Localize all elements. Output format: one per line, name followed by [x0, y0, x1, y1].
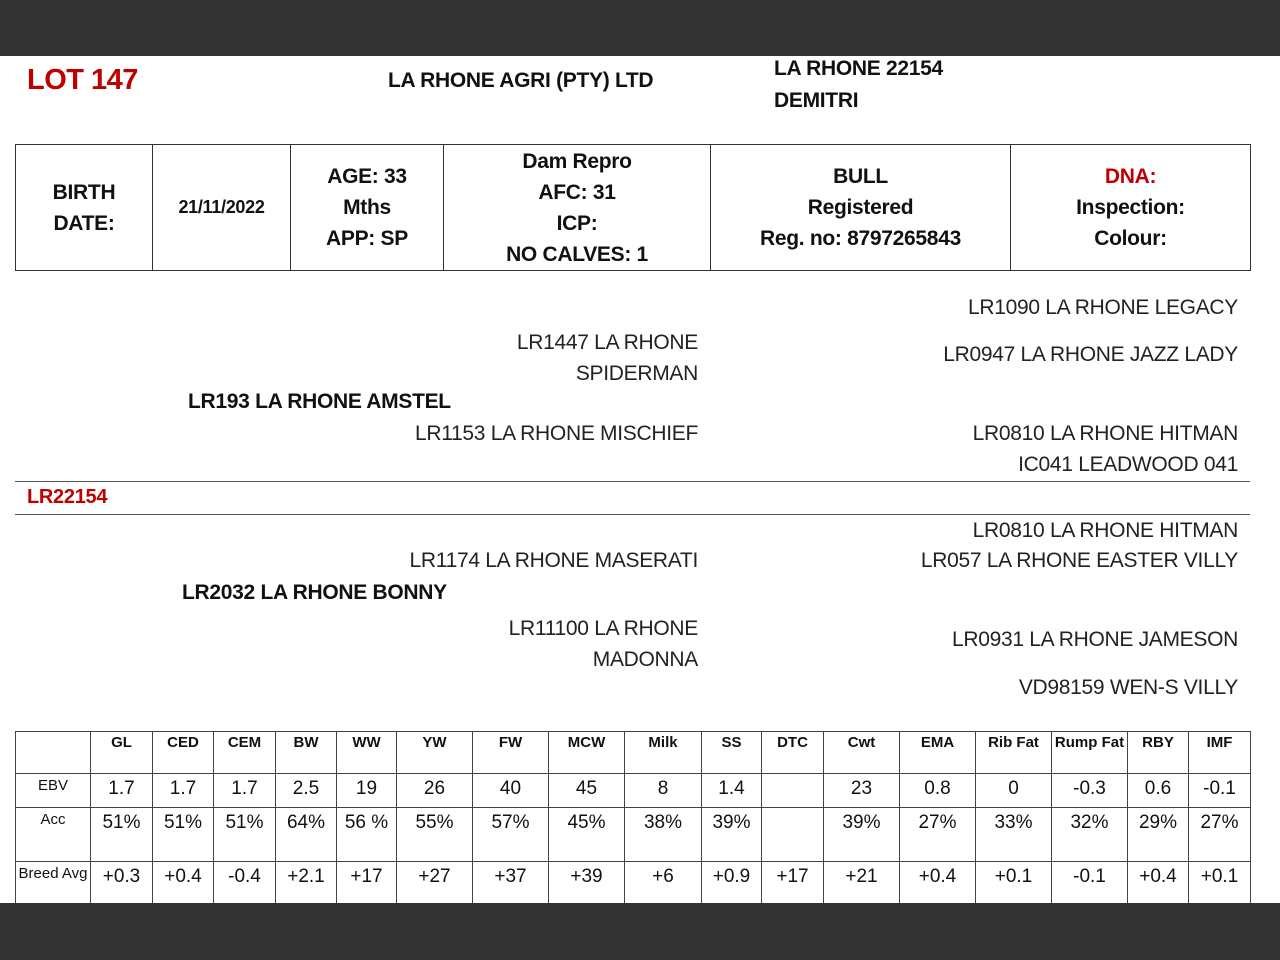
- ebv-value-cell: 38%: [625, 808, 702, 862]
- dam-repro-label: Dam Repro: [522, 149, 632, 173]
- afc-value: AFC: 31: [538, 180, 616, 204]
- ebv-header-cell: BW: [276, 732, 337, 774]
- ebv-header-row: [16, 732, 1251, 774]
- ebv-header-cell: CED: [153, 732, 214, 774]
- no-calves-value: NO CALVES: 1: [506, 242, 648, 266]
- dam-dam-line1: LR11100 LA RHONE: [508, 617, 698, 640]
- pedigree-dam-dam-dam: VD98159 WEN-S VILLY: [1018, 676, 1238, 699]
- ebv-value-cell: 51%: [214, 808, 276, 862]
- ebv-table: [15, 731, 1251, 904]
- ebv-value-cell: -0.1: [1189, 774, 1251, 808]
- pedigree-dam: LR2032 LA RHONE BONNY: [182, 581, 447, 604]
- ebv-value-cell: 27%: [1189, 808, 1251, 862]
- pedigree-dam-dam-sire: LR0931 LA RHONE JAMESON: [951, 628, 1238, 651]
- birth-label-line1: BIRTH: [52, 180, 116, 204]
- animal-name-line2: DEMITRI: [774, 89, 859, 112]
- animal-info-table: [15, 144, 1251, 271]
- ebv-value-cell: 8: [625, 774, 702, 808]
- sire-sire-line1: LR1447 LA RHONE: [516, 331, 698, 354]
- ebv-value-cell: 39%: [824, 808, 900, 862]
- ebv-header-cell: RBY: [1128, 732, 1189, 774]
- app-value: APP: SP: [326, 227, 408, 250]
- ebv-table-row: [16, 774, 1251, 808]
- dna-cell: [1011, 145, 1251, 271]
- ebv-value-cell: 40: [473, 774, 549, 808]
- ebv-value-cell: 1.7: [153, 774, 214, 808]
- pedigree-dam-dam: [509, 613, 698, 675]
- ebv-value-cell: +37: [473, 862, 549, 904]
- ebv-value-cell: +27: [397, 862, 473, 904]
- ebv-value-cell: +39: [549, 862, 625, 904]
- ebv-header-cell: DTC: [762, 732, 824, 774]
- pedigree-dam-sire-dam: LR057 LA RHONE EASTER VILLY: [920, 549, 1238, 572]
- pedigree-sire: LR193 LA RHONE AMSTEL: [188, 390, 451, 413]
- ebv-header-cell: SS: [702, 732, 762, 774]
- ebv-value-cell: 23: [824, 774, 900, 808]
- ebv-value-cell: [762, 808, 824, 862]
- ebv-value-cell: +6: [625, 862, 702, 904]
- ebv-value-cell: 19: [337, 774, 397, 808]
- ebv-value-cell: 0: [976, 774, 1052, 808]
- ebv-value-cell: 0.8: [900, 774, 976, 808]
- ebv-value-cell: +0.4: [900, 862, 976, 904]
- registration-cell: [711, 145, 1011, 271]
- ebv-value-cell: 27%: [900, 808, 976, 862]
- ebv-header-cell: YW: [397, 732, 473, 774]
- age-value: AGE: 33: [327, 165, 407, 188]
- reg-number: Reg. no: 8797265843: [760, 227, 961, 250]
- ebv-value-cell: 45%: [549, 808, 625, 862]
- pedigree-sire-sire: [517, 327, 698, 389]
- ebv-value-cell: +0.1: [1189, 862, 1251, 904]
- ebv-header-cell: GL: [91, 732, 153, 774]
- pedigree-sire-sire-sire: LR1090 LA RHONE LEGACY: [967, 296, 1238, 319]
- ebv-value-cell: 64%: [276, 808, 337, 862]
- ebv-table-row: [16, 862, 1251, 904]
- viewer-top-bar: [0, 0, 1280, 56]
- ebv-header-cell: MCW: [549, 732, 625, 774]
- ebv-header-cell: IMF: [1189, 732, 1251, 774]
- ebv-value-cell: 57%: [473, 808, 549, 862]
- pedigree-sire-dam-sire: LR0810 LA RHONE HITMAN: [972, 422, 1238, 445]
- dam-repro-cell: [444, 145, 711, 271]
- ebv-value-cell: 0.6: [1128, 774, 1189, 808]
- ebv-value-cell: +0.3: [91, 862, 153, 904]
- icp-value: ICP:: [556, 211, 598, 235]
- registered-status: Registered: [807, 196, 914, 219]
- ebv-value-cell: 1.7: [91, 774, 153, 808]
- ebv-table-row: [16, 808, 1251, 862]
- birth-date-value: 21/11/2022: [153, 145, 291, 271]
- pedigree-divider-top: [15, 481, 1250, 482]
- sire-sire-line2: SPIDERMAN: [575, 362, 698, 385]
- pedigree-dam-sire-sire: LR0810 LA RHONE HITMAN: [972, 519, 1238, 542]
- ebv-value-cell: -0.4: [214, 862, 276, 904]
- ebv-header-cell: Rib Fat: [976, 732, 1052, 774]
- ebv-value-cell: -0.1: [1052, 862, 1128, 904]
- ebv-value-cell: -0.3: [1052, 774, 1128, 808]
- ebv-value-cell: 51%: [91, 808, 153, 862]
- ebv-row-label: EBV: [16, 774, 91, 808]
- animal-name: [774, 53, 943, 117]
- ebv-value-cell: +21: [824, 862, 900, 904]
- breeder-name: LA RHONE AGRI (PTY) LTD: [388, 69, 654, 92]
- dna-label: DNA:: [1104, 165, 1157, 188]
- animal-id: LR22154: [27, 486, 108, 508]
- ebv-value-cell: 33%: [976, 808, 1052, 862]
- ebv-value-cell: +0.1: [976, 862, 1052, 904]
- ebv-header-cell: WW: [337, 732, 397, 774]
- ebv-header-cell: Cwt: [824, 732, 900, 774]
- ebv-value-cell: 1.4: [702, 774, 762, 808]
- ebv-value-cell: 56 %: [337, 808, 397, 862]
- ebv-value-cell: +0.9: [702, 862, 762, 904]
- pedigree-sire-dam: LR1153 LA RHONE MISCHIEF: [414, 422, 698, 445]
- ebv-value-cell: [762, 774, 824, 808]
- ebv-value-cell: 2.5: [276, 774, 337, 808]
- ebv-value-cell: 51%: [153, 808, 214, 862]
- pedigree-sire-dam-dam: IC041 LEADWOOD 041: [1018, 453, 1238, 476]
- ebv-header-cell: Rump Fat: [1052, 732, 1128, 774]
- ebv-value-cell: +17: [337, 862, 397, 904]
- pedigree-sire-sire-dam: LR0947 LA RHONE JAZZ LADY: [943, 343, 1238, 366]
- age-cell: [291, 145, 444, 271]
- ebv-value-cell: +2.1: [276, 862, 337, 904]
- age-unit: Mths: [343, 196, 391, 219]
- ebv-value-cell: +17: [762, 862, 824, 904]
- birth-label-line2: DATE:: [53, 211, 115, 235]
- birth-date-label: [16, 145, 153, 271]
- ebv-value-cell: 55%: [397, 808, 473, 862]
- ebv-header-cell: Milk: [625, 732, 702, 774]
- ebv-value-cell: 39%: [702, 808, 762, 862]
- ebv-value-cell: 1.7: [214, 774, 276, 808]
- ebv-header-corner: [16, 732, 91, 774]
- pedigree-divider-bottom: [15, 514, 1250, 515]
- pedigree-dam-sire: LR1174 LA RHONE MASERATI: [409, 549, 698, 572]
- ebv-row-label: Breed Avg: [16, 862, 91, 904]
- ebv-header-cell: CEM: [214, 732, 276, 774]
- ebv-header-cell: FW: [473, 732, 549, 774]
- ebv-value-cell: 29%: [1128, 808, 1189, 862]
- ebv-row-label: Acc: [16, 808, 91, 862]
- ebv-value-cell: 26: [397, 774, 473, 808]
- ebv-value-cell: 45: [549, 774, 625, 808]
- ebv-value-cell: 32%: [1052, 808, 1128, 862]
- ebv-value-cell: +0.4: [1128, 862, 1189, 904]
- dam-dam-line2: MADONNA: [592, 648, 698, 671]
- ebv-header-cell: EMA: [900, 732, 976, 774]
- animal-name-line1: LA RHONE 22154: [774, 57, 943, 80]
- sex-value: BULL: [833, 165, 888, 188]
- viewer-bottom-bar: [0, 903, 1280, 960]
- inspection-label: Inspection:: [1076, 196, 1185, 219]
- ebv-value-cell: +0.4: [153, 862, 214, 904]
- colour-label: Colour:: [1094, 227, 1167, 250]
- lot-number: LOT 147: [27, 64, 138, 96]
